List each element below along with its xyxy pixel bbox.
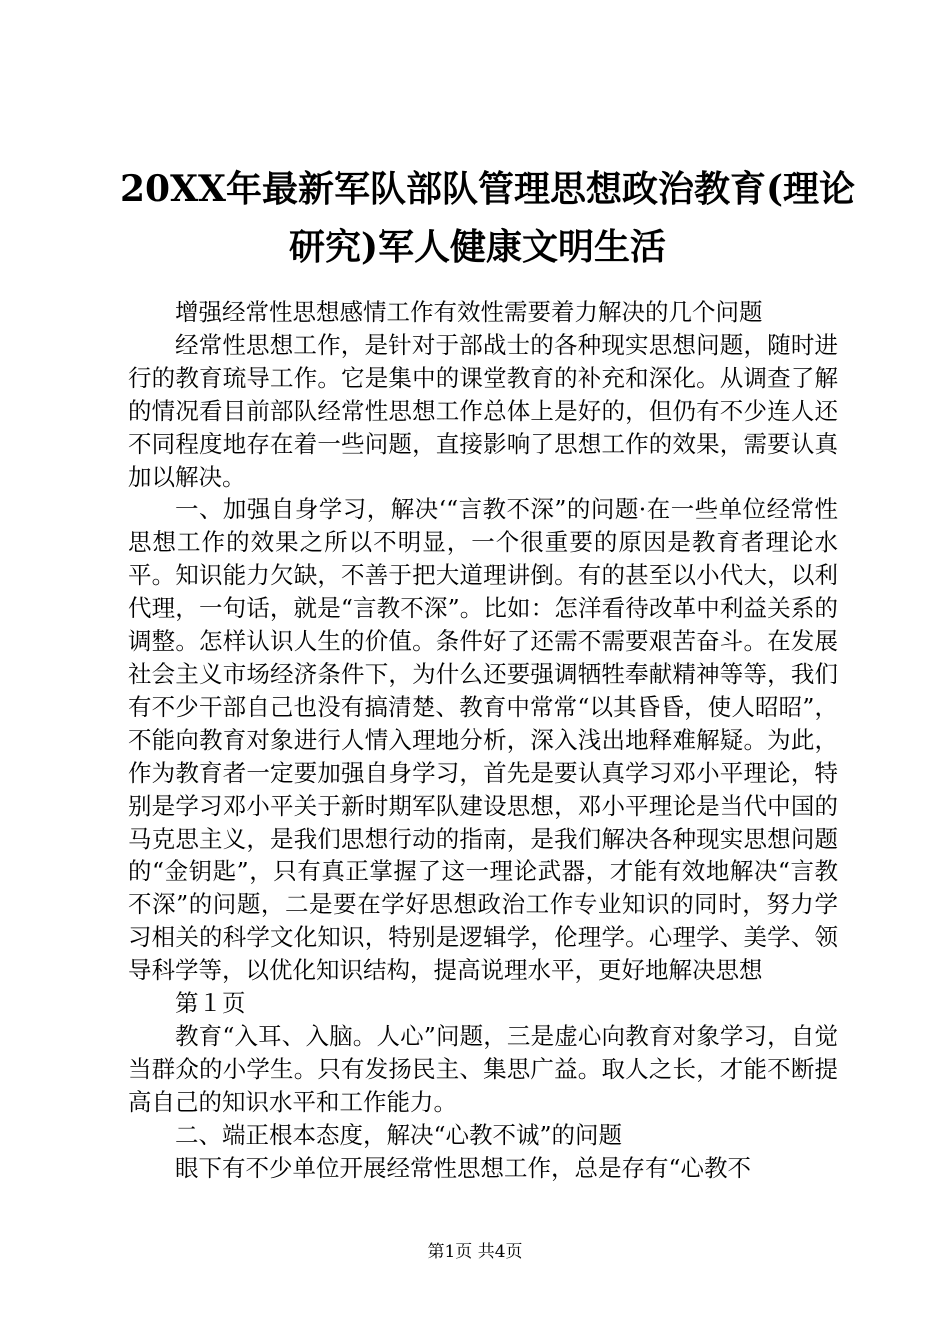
document-body bbox=[128, 296, 838, 1184]
paragraph-heading: 增强经常性思想感情工作有效性需要着力解决的几个问题 bbox=[175, 298, 763, 326]
paragraph-section-two: 眼下有不少单位开展经常性思想工作，总是存有“心教不 bbox=[175, 1153, 752, 1182]
paragraph-continuation: 教育“入耳、入脑。人心”问题，三是虚心向教育对象学习，自觉当群众的小学生。只有发扬民主、集思广益。取人之长，才能不断提高自己的知识水平和工作能力。 bbox=[128, 1021, 838, 1116]
title-line-2: 研究)军人健康文明生活 bbox=[288, 226, 667, 268]
title-line-1: 20XX年最新军队部队管理思想政治教育(理论 bbox=[120, 168, 855, 210]
paragraph-section-two-heading: 二、端正根本态度，解决“心教不诚”的问题 bbox=[175, 1120, 623, 1149]
paragraph-section-one: 一、加强自身学习，解决‘“言教不深”的问题·在一些单位经常性思想工作的效果之所以不明显，一个很重要的原因是教育者理论水平。知识能力欠缺，不善于把大道理讲倒。有的甚至以小代大，以利代理，一句话，就是“言教不深”。比如：怎洋看待改革中利益关系的调整。怎样认识人生的价值。条件好了还需不需要艰苦奋斗。在发展社会主义市场经济条件下，为什么还要强调牺牲奉献精神等等，我们有不少干部自己也没有搞清楚、教育中常常“以其昏昏，使人昭昭”，不能向教育对象进行人情入理地分析，深入浅出地释难解疑。为此，作为教育者一定要加强自身学习，首先是要认真学习邓小平理论，特别是学习邓小平关于新时期军队建设思想，邓小平理论是当代中国的马克思主义，是我们思想行动的指南，是我们解决各种现实思想问题的“金钥匙”，只有真正掌握了这一理论武器，才能有效地解决“言教不深”的问题，二是要在学好思想政治工作专业知识的同时，努力学习相关的科学文化知识，特别是逻辑学，伦理学。心理学、美学、领导科学等，以优化知识结构，提高说理水平，更好地解决思想 bbox=[128, 495, 838, 985]
inline-page-mark: 第１页 bbox=[175, 989, 246, 1018]
page-footer: 第1页 共4页 bbox=[427, 1242, 523, 1262]
paragraph-intro: 经常性思想工作，是针对于部战士的各种现实思想问题，随时进行的教育琉导工作。它是集中的课堂教育的补充和深化。从调查了解的情况看目前部队经常性思想工作总体上是好的，但仍有不少连人还不同程度地存在着一些问题，直接影响了思想工作的效果，需要认真加以解决。 bbox=[128, 330, 838, 491]
document-title bbox=[120, 160, 855, 276]
